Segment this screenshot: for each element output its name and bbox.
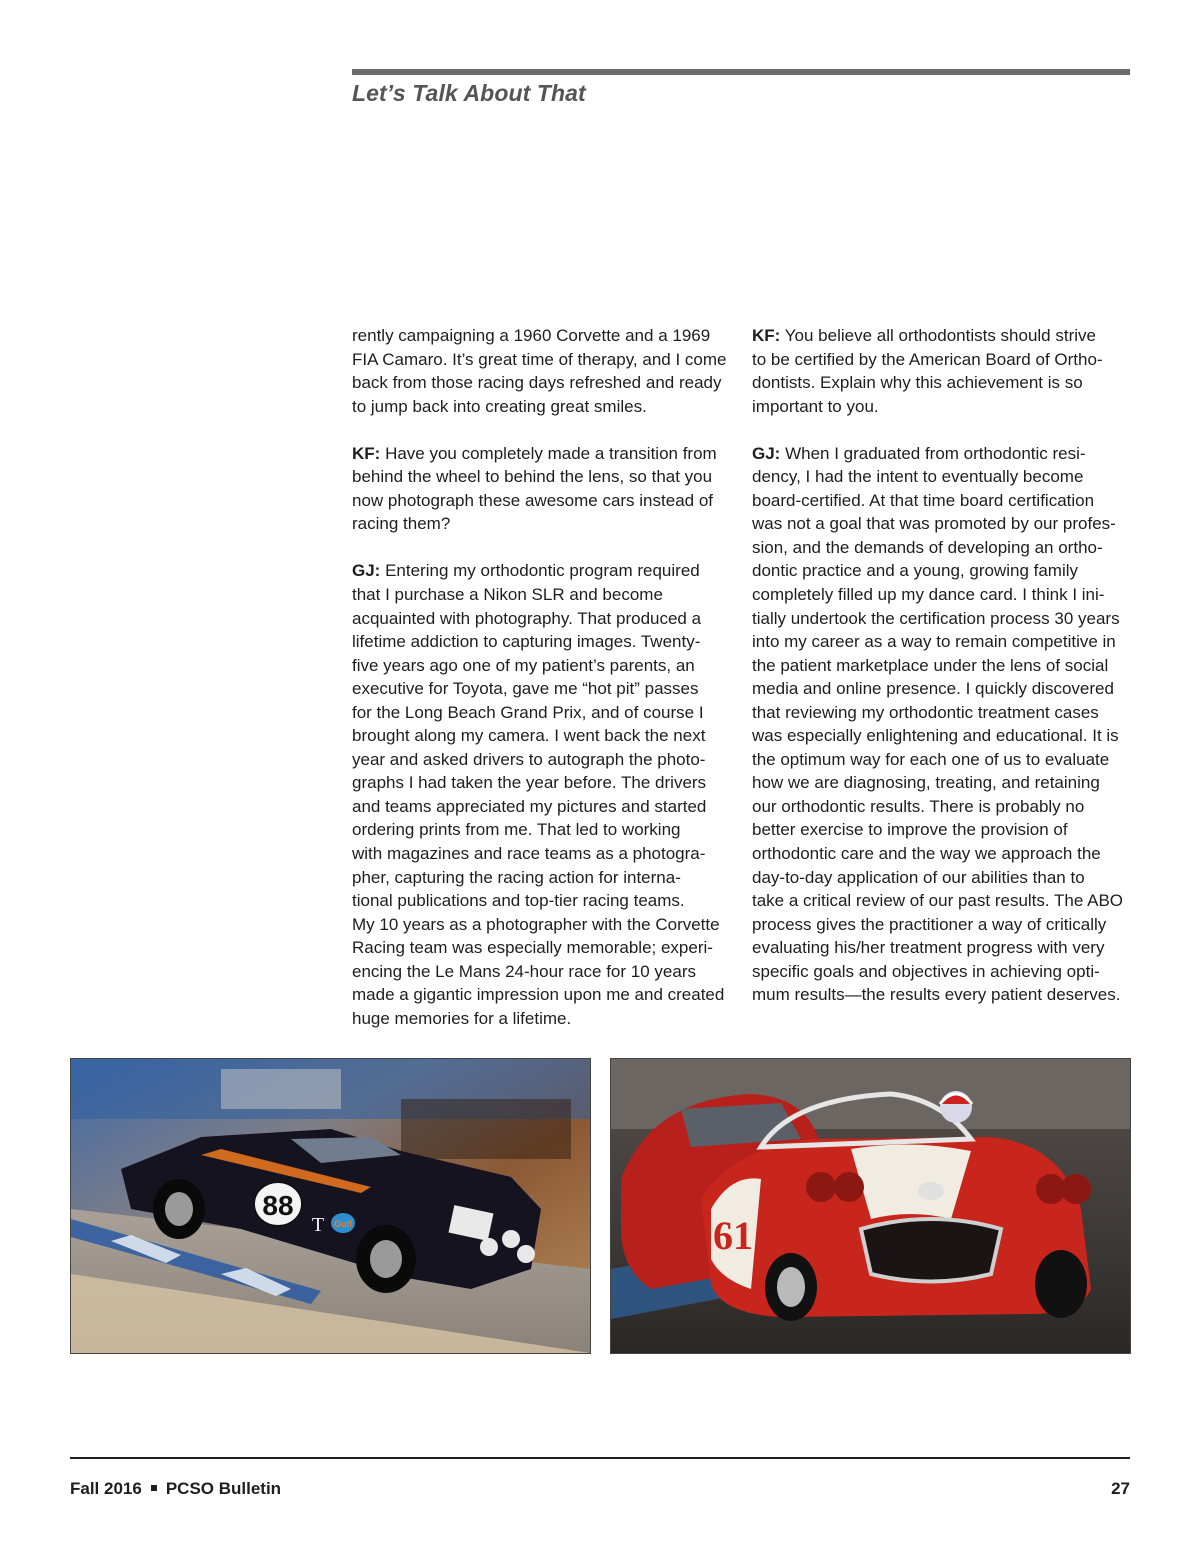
article-line: [752, 371, 1130, 395]
header-rule: [352, 69, 1130, 75]
line-text: that reviewing my orthodontic treatment cases: [752, 702, 1099, 722]
line-text: ordering prints from me. That led to working: [352, 820, 681, 840]
line-text: tially undertook the certification process 30 years: [752, 608, 1120, 628]
line-text: media and online presence. I quickly discovered: [752, 679, 1114, 699]
corvette-illustration: [611, 1059, 1130, 1353]
line-text: our orthodontic results. There is probably no: [752, 796, 1085, 816]
footer-issue: Fall 2016: [70, 1479, 142, 1498]
article-paragraph: [752, 324, 1130, 418]
camaro-race-photo: [70, 1058, 591, 1354]
line-text: huge memories for a lifetime.: [352, 1008, 572, 1028]
article-paragraph: [752, 442, 1130, 1007]
article-line: [752, 630, 1130, 654]
section-title: Let’s Talk About That: [352, 80, 586, 106]
article-column-left: [352, 324, 730, 1054]
line-text: behind the wheel to behind the lens, so that you: [352, 467, 713, 487]
line-text: tional publications and top-tier racing teams.: [352, 891, 685, 911]
page-number: 27: [1111, 1479, 1130, 1498]
article-line: [752, 348, 1130, 372]
article-paragraph: [352, 324, 730, 418]
line-text: better exercise to improve the provision of: [752, 820, 1068, 840]
line-text: specific goals and objectives in achieving opti-: [752, 961, 1100, 981]
camaro-illustration: [71, 1059, 590, 1353]
article-line: [752, 701, 1130, 725]
article-line: [752, 512, 1130, 536]
line-text: back from those racing days refreshed and ready: [352, 373, 722, 393]
article-line: [752, 842, 1130, 866]
line-text: encing the Le Mans 24-hour race for 10 years: [352, 961, 696, 981]
line-text: board-certified. At that time board certification: [752, 490, 1095, 510]
article-line: [352, 348, 730, 372]
article-line: [752, 489, 1130, 513]
line-text: My 10 years as a photographer with the Corvette: [352, 914, 720, 934]
article-line: [352, 583, 730, 607]
article-line: [352, 842, 730, 866]
footer-separator-icon: [151, 1485, 157, 1491]
article-line: [752, 983, 1130, 1007]
line-text: how we are diagnosing, treating, and retaining: [752, 773, 1100, 793]
article-paragraph: [352, 559, 730, 1030]
article-line: [352, 1007, 730, 1031]
line-text: made a gigantic impression upon me and created: [352, 985, 725, 1005]
footer-publication: [70, 1479, 281, 1499]
article-line: [352, 795, 730, 819]
line-text: rently campaigning a 1960 Corvette and a 1969: [352, 326, 711, 345]
speaker-label: KF:: [352, 443, 381, 463]
article-line: [352, 607, 730, 631]
article-line: [352, 771, 730, 795]
article-paragraph: [352, 442, 730, 536]
line-text: orthodontic care and the way we approach the: [752, 844, 1101, 864]
article-line: [752, 913, 1130, 937]
speaker-label: GJ:: [352, 561, 381, 581]
article-line: [352, 395, 730, 419]
corvette-race-photo: [610, 1058, 1131, 1354]
line-text: into my career as a way to remain competitive in: [752, 632, 1116, 652]
line-text: dency, I had the intent to eventually become: [752, 467, 1084, 487]
line-text: evaluating his/her treatment progress with very: [752, 938, 1105, 958]
car-number-61: 61: [713, 1213, 753, 1258]
article-line: [352, 866, 730, 890]
line-text: year and asked drivers to autograph the photo-: [352, 749, 706, 769]
article-line: [352, 748, 730, 772]
line-text: mum results—the results every patient deserves.: [752, 985, 1121, 1005]
line-text: the patient marketplace under the lens of social: [752, 655, 1109, 675]
line-text: sion, and the demands of developing an ortho-: [752, 537, 1103, 557]
line-text: pher, capturing the racing action for interna-: [352, 867, 681, 887]
line-text: five years ago one of my patient’s parents, an: [352, 655, 695, 675]
article-line: [352, 512, 730, 536]
article-line: [352, 818, 730, 842]
line-text: Racing team was especially memorable; experi-: [352, 938, 713, 958]
footer-publication-name: PCSO Bulletin: [165, 1479, 282, 1498]
car-letter-t: T: [311, 1214, 325, 1236]
line-text: You believe all orthodontists should strive: [784, 326, 1096, 345]
line-text: important to you.: [752, 396, 879, 416]
article-line: [752, 465, 1130, 489]
article-line: [352, 936, 730, 960]
article-line: [752, 654, 1130, 678]
line-text: executive for Toyota, gave me “hot pit” passes: [352, 679, 699, 699]
article-line: [752, 536, 1130, 560]
line-text: Entering my orthodontic program required: [385, 561, 700, 581]
article-line: [352, 960, 730, 984]
article-line: [352, 889, 730, 913]
line-text: process gives the practitioner a way of critically: [752, 914, 1107, 934]
line-text: FIA Camaro. It’s great time of therapy, and I come: [352, 349, 727, 369]
line-text: When I graduated from orthodontic resi-: [785, 443, 1086, 463]
article-line: [752, 677, 1130, 701]
article-line: [752, 795, 1130, 819]
line-text: racing them?: [352, 514, 451, 534]
gulf-decal: Gulf: [334, 1219, 352, 1229]
line-text: the optimum way for each one of us to evaluate: [752, 749, 1110, 769]
line-text: was especially enlightening and educational. It is: [752, 726, 1119, 746]
article-line: [752, 748, 1130, 772]
article-line: [352, 701, 730, 725]
article-line: [752, 442, 1130, 466]
line-text: acquainted with photography. That produced a: [352, 608, 702, 628]
line-text: brought along my camera. I went back the next: [352, 726, 706, 746]
line-text: to jump back into creating great smiles.: [352, 396, 647, 416]
article-line: [752, 960, 1130, 984]
article-line: [752, 771, 1130, 795]
line-text: dontic practice and a young, growing family: [752, 561, 1079, 581]
article-line: [752, 936, 1130, 960]
line-text: and teams appreciated my pictures and started: [352, 796, 707, 816]
article-line: [752, 889, 1130, 913]
article-line: [352, 489, 730, 513]
article-line: [752, 583, 1130, 607]
article-line: [352, 465, 730, 489]
line-text: take a critical review of our past results. The ABO: [752, 891, 1124, 911]
article-line: [352, 983, 730, 1007]
article-line: [352, 654, 730, 678]
car-number-88: 88: [262, 1190, 294, 1221]
article-line: [352, 677, 730, 701]
line-text: completely filled up my dance card. I think I ini-: [752, 585, 1105, 605]
article-line: [352, 324, 730, 348]
article-line: [352, 371, 730, 395]
line-text: with magazines and race teams as a photogra-: [352, 844, 706, 864]
line-text: now photograph these awesome cars instead of: [352, 490, 714, 510]
article-line: [752, 395, 1130, 419]
article-line: [352, 913, 730, 937]
line-text: was not a goal that was promoted by our profes-: [752, 514, 1116, 534]
speaker-label: GJ:: [752, 443, 781, 463]
article-line: [352, 559, 730, 583]
article-line: [352, 442, 730, 466]
article-line: [352, 630, 730, 654]
line-text: Have you completely made a transition from: [385, 443, 717, 463]
article-line: [352, 724, 730, 748]
line-text: dontists. Explain why this achievement is so: [752, 373, 1083, 393]
article-line: [752, 724, 1130, 748]
line-text: for the Long Beach Grand Prix, and of course I: [352, 702, 704, 722]
speaker-label: KF:: [752, 326, 781, 345]
article-column-right: [752, 324, 1130, 1030]
line-text: that I purchase a Nikon SLR and become: [352, 585, 663, 605]
article-line: [752, 607, 1130, 631]
line-text: day-to-day application of our abilities than to: [752, 867, 1085, 887]
line-text: lifetime addiction to capturing images. Twenty-: [352, 632, 701, 652]
line-text: graphs I had taken the year before. The drivers: [352, 773, 707, 793]
article-line: [752, 559, 1130, 583]
article-line: [752, 866, 1130, 890]
footer-rule: [70, 1457, 1130, 1459]
article-line: [752, 818, 1130, 842]
line-text: to be certified by the American Board of Ortho-: [752, 349, 1103, 369]
article-line: [752, 324, 1130, 348]
